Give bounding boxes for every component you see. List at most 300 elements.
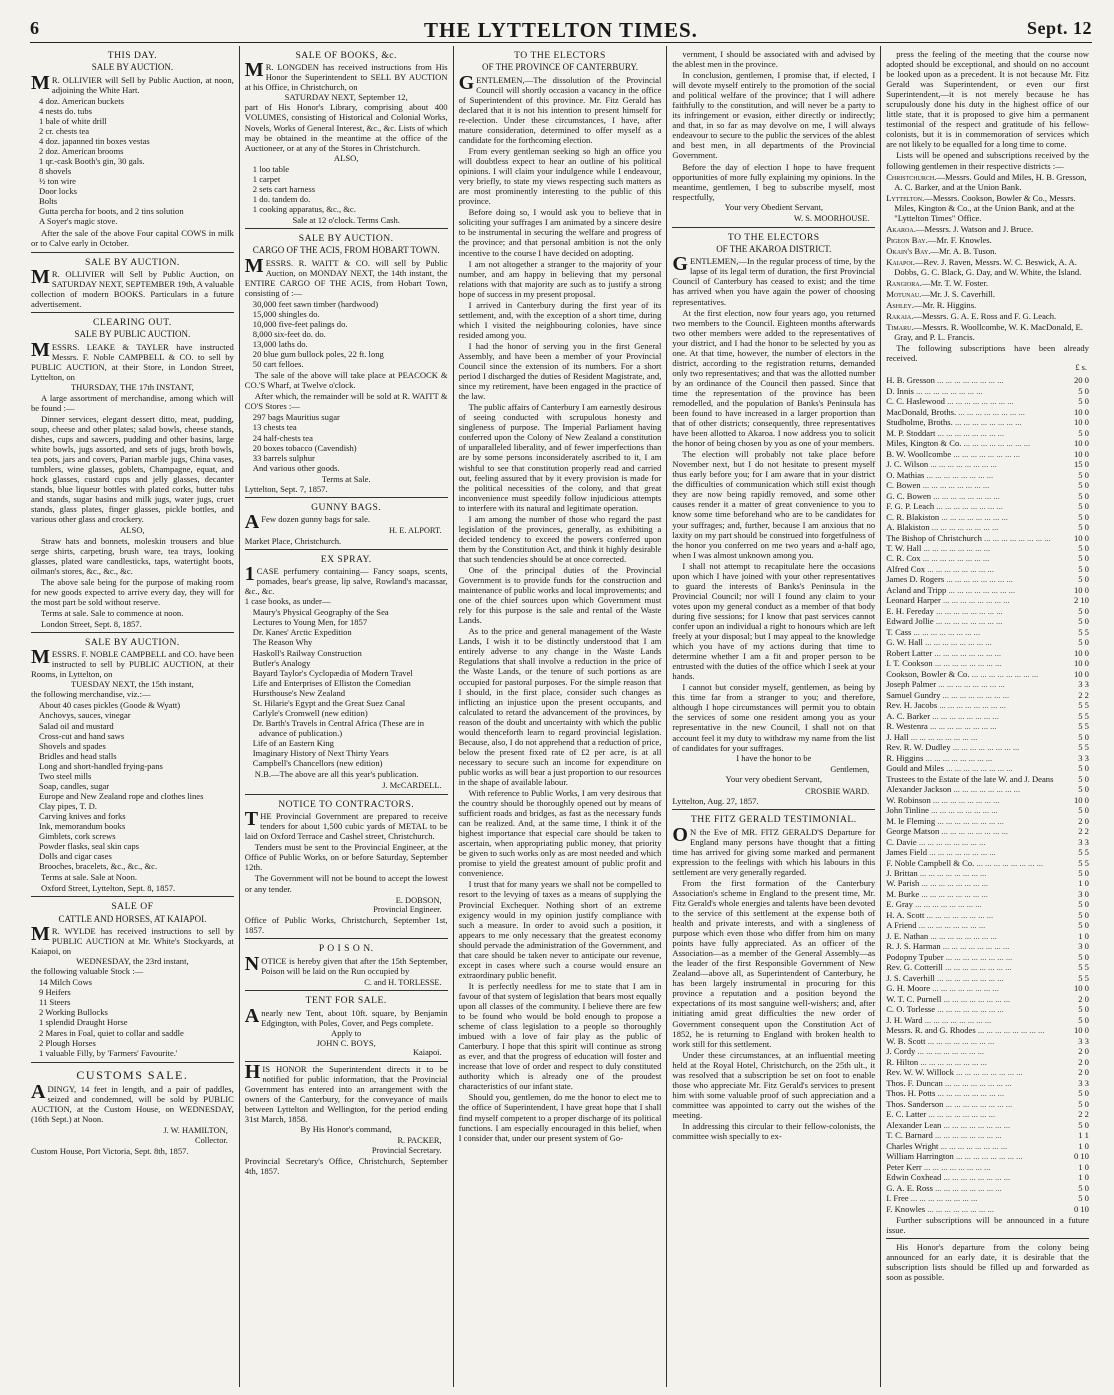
list-item: 4 doz. American buckets	[39, 95, 124, 106]
paragraph: I shall not attempt to recapitulate here the occasions upon which I have joined with your other representatives to guard the interests of Banks's Peninsula in the Provincial Council; nor will I found any claim to your votes upon my general conduct as a member of that body during five sessions; for I know that past services cannot confer upon an individual a right to honours which are left freely at your disposal; but I may appeal to the knowledge which you have of my actions during that time to determine whether I am a fit and proper person to be entrusted with the duties of the office which I seek at your hands.	[672, 560, 876, 682]
subscription-row	[886, 386, 1089, 396]
ad-body: Anearly new Tent, about 10ft. square, by Benjamin Edgington, with Poles, Cover, and Pegs complete.	[244, 1004, 448, 1028]
subscription-amount: 1 0	[1078, 1140, 1089, 1151]
subscription-amount: 5 0	[1078, 920, 1089, 931]
subscriber-name: Podopny Tpuber ... .	[886, 952, 1055, 962]
subscription-row	[886, 1172, 1089, 1182]
ad-cargo-acis	[245, 229, 448, 498]
ad-signature: H. E. ALPORT.	[388, 526, 442, 536]
agent-entry	[886, 193, 1089, 223]
agent-place: Timaru.	[886, 322, 914, 333]
subscriber-name: Rev. G. Cotterill ... .	[886, 962, 1055, 972]
ad-campbell-auction	[31, 633, 234, 897]
ad-heading: TO THE ELECTORS	[514, 50, 606, 61]
agent-names: —Messrs. G. A. E. Ross and F. G. Leach.	[913, 311, 1057, 322]
subscription-row	[886, 837, 1089, 847]
subscription-amount: 5 0	[1078, 469, 1089, 480]
subscription-row	[886, 438, 1089, 448]
subscriber-name: F. Noble Campbell & Co. ... .	[886, 858, 1055, 868]
paragraph: It is perfectly needless for me to state that I am in favour of that system of legislation that bears most equally upon all classes of the community. I believe there are few to be found who would be bold enough to propose a scheme of class legislation to a people so thoroughly imbued with a love of fair play as the public of Canterbury. I hope that this spirit will continue as strong as ever, and that the progress of education will foster and increase that love of order and respect to duly constituted authority which is already one of the proudest characteristics of our infant state.	[458, 980, 662, 1092]
list-item: A Soyer's magic stove.	[39, 216, 118, 227]
subscription-row	[886, 899, 1089, 909]
ad-also: ALSO,	[333, 152, 359, 163]
agent-place: Lyttelton.	[886, 192, 925, 203]
subscription-amount: 5 0	[1078, 784, 1089, 795]
ad-body: MR. LONGDEN has received instructions from His Honor the Superintendent to SELL BY AUCTION at his Office, in Christchurch, on	[244, 59, 448, 93]
ad-date: TUESDAY NEXT, the 15th instant,	[70, 679, 194, 690]
ad-text: Tenders must be sent to the Provincial Engineer, at the Office of Public Works, on or before Saturday, September 12th.	[244, 842, 448, 873]
agent-place: Okain's Bay.	[886, 245, 931, 256]
agent-entry	[886, 246, 1089, 256]
subscription-row	[886, 1046, 1089, 1056]
agent-names: —Mr. A. B. Tuson.	[930, 245, 997, 256]
subscriber-name: C. Bowen ... .	[886, 480, 1055, 490]
subscription-amount: 10 0	[1073, 417, 1089, 428]
subscription-amount: 15 0	[1073, 459, 1089, 470]
subscription-row	[886, 763, 1089, 773]
list-item: Lectures to Young Men, for 1857	[252, 617, 368, 628]
subscriber-name: M. Burke ... .	[886, 889, 1055, 899]
subscriber-name: E. H. Fereday ... .	[886, 606, 1055, 616]
paragraph: I am among the number of those who regard the past legislation of the provinces, generally, as exhibiting a decided tendency to exceed the powers conferred upon them by the Constitution Act, and think it highly desirable that such tendencies should be at once corrected.	[458, 513, 662, 564]
ad-signature: W. S. MOORHOUSE.	[793, 213, 870, 223]
ad-cattle-horses	[31, 897, 234, 1062]
subscription-row	[886, 784, 1089, 794]
subscriber-name: G. C. Bowen ... .	[886, 491, 1055, 501]
subscription-amount: 5 0	[1078, 490, 1089, 501]
subscriber-name: A. C. Barker ... .	[886, 711, 1055, 721]
paragraph: Before doing so, I would ask you to believe that in soliciting your suffrages I am animated by a sincere desire to be instrumental in securing the welfare and progress of the province; and that personal ambition is not the only incentive to the course I have decided on adopting.	[458, 207, 662, 258]
subscriber-name: Acland and Tripp ... .	[886, 585, 1055, 595]
subscription-row	[886, 417, 1089, 427]
ad-note: The sale of the above will take place at PEACOCK & CO.'S Wharf, at Twelve o'clock.	[244, 370, 448, 391]
subscription-row	[886, 1183, 1089, 1193]
address-electors-akaroa	[672, 228, 875, 811]
item-list	[253, 299, 448, 369]
subscription-amount: 5 0	[1078, 553, 1089, 564]
subscription-amount: 0 10	[1073, 1203, 1089, 1214]
subscription-row	[886, 826, 1089, 836]
list-item: 297 bags Mauritius sugar	[252, 412, 340, 423]
paragraph: I cannot but consider myself, gentlemen, as being by this time far from a stranger to you; and therefore, although I hope circumstances will permit you to obtain the services of some one resident among you as your representative in the new Council, I shall not on that account feel it my duty to withdraw my name from the list of candidates for your suffrages.	[672, 682, 876, 753]
ad-by-command: By His Honor's command,	[300, 1123, 392, 1134]
testimonial-paragraphs	[886, 49, 1089, 171]
paragraph: GENTLEMEN,—The dissolution of the Provincial Council will shortly occasion a vacancy in the office of Superintendent of this province. Mr. Fitz Gerald has declared that it is not his intention to present himself for re-election. Under these circumstances, I have, after mature consideration, determined to offer myself as a candidate for the forthcoming election.	[458, 71, 662, 146]
subscriber-name: Gould and Miles ... .	[886, 763, 1055, 773]
subscription-amount: 1 0	[1078, 1161, 1089, 1172]
list-item: Carving knives and forks	[39, 810, 126, 821]
subscriber-name: E. C. Latter ... .	[886, 1109, 1055, 1119]
subscription-row	[886, 700, 1089, 710]
subscriber-name: O. Mathias ... .	[886, 470, 1055, 480]
subscriber-name: H. B. Gresson ... .	[886, 375, 1055, 385]
paragraph: Under these circumstances, at an influential meeting held at the Royal Hotel, Christchurch, on the 25th ult., it was resolved that a subscription be set on foot to enable those who appreciate Mr. Fitz Gerald's services to present him with some valuable proof of such appreciation and a committee was appointed to carry out the wishes of the meeting.	[672, 1049, 876, 1120]
paragraph: Should you, gentlemen, do me the honor to elect me to the office of Superintendent, I have great hope that I shall find myself competent to a proper discharge of its political functions. I am especially encouraged in this belief, when I consider that, under our present system of Go-	[458, 1092, 662, 1143]
subscription-amount: 5 0	[1078, 385, 1089, 396]
subscription-amount: 5 0	[1078, 1182, 1089, 1193]
subscription-row	[886, 1162, 1089, 1172]
list-item: 2 Working Bullocks	[39, 1007, 108, 1018]
ad-subheading: CARGO OF THE ACIS, FROM HOBART TOWN.	[252, 245, 440, 256]
list-item: 15,000 shingles do.	[252, 308, 320, 319]
list-item: ½ ton wire	[39, 176, 76, 187]
subscription-amount: 5 0	[1078, 1004, 1089, 1015]
ad-body: MR. OLLIVIER will Sell by Public Auction, at noon, adjoining the White Hart.	[31, 71, 234, 95]
paragraph: The election will probably not take place before November next, but I do not hesitate to present myself thus early before you; for I am aware that in your district the difficulties of communication which still exist though they are now being rapidly removed, and some other causes render it a matter of great convenience to you to know some time beforehand who are to be candidates for your suffrages; and, further, because I am anxious that no laxity on my part should be construed into forgetfulness of the honor you conferred on me two years and a-half ago, when I was almost unknown among you.	[672, 449, 876, 560]
address-paragraphs	[672, 49, 875, 202]
subscription-amount: 3 3	[1078, 836, 1089, 847]
subscription-row	[886, 1004, 1089, 1014]
address-continued	[672, 46, 875, 228]
subscriber-name: H. A. Scott ... .	[886, 910, 1055, 920]
paragraph: Before the day of election I hope to have frequent opportunities of more fully explaining my opinions. In the meantime, gentlemen, I beg to subscribe myself, most respectfully,	[672, 161, 876, 202]
subscription-row	[886, 585, 1089, 595]
list-item: 14 Milch Cows	[39, 977, 92, 988]
list-item: About 40 cases pickles (Goode & Wyatt)	[39, 700, 181, 711]
paragraph: I trust that for many years we shall not be compelled to resort to the levying of taxes as a means of supplying the Provincial Exchequer. Nothing short of an extreme exigency would in my opinion justify compliance with such a measure. In order to avoid such a position, it appears to me only necessary that the greatest economy should pervade the administration of the Government, and that care should be taken never to anticipate our revenue, except in cases where such a course would ensure an extraordinary public benefit.	[458, 879, 662, 980]
subscription-amount: 2 0	[1078, 1056, 1089, 1067]
paragraph: I am not altogether a stranger to the majority of your number, and am happy in believing that my personal relations with that majority are such as to justify a strong hope of success in my present proposal.	[458, 258, 662, 299]
agent-entry	[886, 300, 1089, 310]
ad-subheading: CATTLE AND HORSES, AT KAIAPOI.	[58, 913, 207, 924]
paragraph: I arrived in Canterbury during the first year of its settlement, and, with the exception of a short time, during which I visited the neighbouring colonies, have since resided among you.	[458, 299, 662, 340]
ad-heading: SALE BY AUCTION.	[85, 256, 180, 268]
subscription-amount: 20 0	[1073, 375, 1089, 386]
subscriber-name: Thos. Sanderson ... .	[886, 1099, 1055, 1109]
further-note: Further subscriptions will be announced in a future issue.	[886, 1214, 1089, 1236]
subscription-row	[886, 480, 1089, 490]
ad-heading: THE FITZ GERALD TESTIMONIAL.	[690, 814, 857, 826]
ad-place: Market Place, Christchurch.	[244, 535, 342, 546]
subscription-row	[886, 627, 1089, 637]
subscription-row	[886, 795, 1089, 805]
subscription-row	[886, 1078, 1089, 1088]
agent-place: Ashley.	[886, 300, 914, 311]
subscription-amount: 2 0	[1078, 815, 1089, 826]
list-item: Brooches, bracelets, &c., &c., &c.	[39, 861, 158, 872]
subscription-row	[886, 1015, 1089, 1025]
ad-heading: SALE BY AUCTION.	[298, 232, 394, 244]
agent-place: Motunau.	[886, 289, 922, 300]
subscription-amount: 3 3	[1078, 679, 1089, 690]
subscriber-name: James D. Rogers ... .	[886, 574, 1055, 584]
subscription-amount: 1 1	[1078, 1130, 1089, 1141]
subscription-row	[886, 375, 1089, 385]
subscription-amount: 5 5	[1078, 721, 1089, 732]
subscription-row	[886, 910, 1089, 920]
subscriber-name: Studholme, Broths. ... .	[886, 417, 1055, 427]
list-item: 8,000 six-feet do. do.	[252, 329, 326, 340]
list-item: Salad oil and mustard	[39, 720, 114, 731]
subscription-amount: 5 0	[1078, 1119, 1089, 1130]
subscriber-name: Miles, Kington & Co. ... .	[886, 438, 1055, 448]
list-item: Shovels and spades	[39, 740, 106, 751]
subscriber-name: B. W. Woollcombe ... .	[886, 449, 1055, 459]
paragraph: vernment, I should be associated with and advised by the ablest men in the province.	[672, 49, 876, 70]
subscriber-name: J. H. Ward ... .	[886, 1015, 1055, 1025]
subscription-row	[886, 962, 1089, 972]
page-number: 6	[30, 18, 39, 38]
paragraph: GENTLEMEN,—In the regular process of time, by the lapse of its legal term of duration, the first Provincial Council of Canterbury has ceased to exist; and the time has arrived when you have again the power of choosing representatives.	[672, 253, 876, 307]
subscription-row	[886, 816, 1089, 826]
ad-body: MR. WYLDE has received instructions to sell by PUBLIC AUCTION at Mr. White's Stockyards, at Kaiapoi, on	[31, 923, 234, 957]
agent-entry	[886, 278, 1089, 288]
subscription-amount: 1 0	[1078, 878, 1089, 889]
ad-heading: SALE BY AUCTION.	[85, 636, 180, 648]
agent-place: Rakaia.	[886, 311, 914, 322]
subscriber-name: T. W. Hall ... .	[886, 543, 1055, 553]
subscriber-name: Joseph Palmer ... .	[886, 679, 1055, 689]
ad-heading: SALE OF BOOKS, &c.	[295, 50, 397, 61]
subscriber-name: The Bishop of Christchurch ... .	[886, 533, 1055, 543]
ad-signature-place: Kaiapoi.	[412, 1047, 442, 1057]
ad-text: The Government will not be bound to accept the lowest or any tender.	[244, 873, 448, 894]
list-item: 13,000 laths do.	[252, 339, 308, 350]
subscription-amount: 5 0	[1078, 868, 1089, 878]
subscription-row	[886, 1151, 1089, 1161]
ad-ex-spray	[245, 550, 448, 795]
address-paragraphs	[672, 253, 876, 753]
list-item: 11 Steers	[39, 997, 71, 1008]
address-close: Gentlemen,	[830, 764, 870, 774]
paragraph: Lists will be opened and subscriptions received by the following gentlemen in their respective districts :—	[886, 150, 1089, 171]
ad-customs-sale	[31, 1063, 234, 1159]
subscription-amount: 10 0	[1073, 1025, 1089, 1036]
subscriber-name: W. Robinson ... .	[886, 795, 1055, 805]
subscription-amount: 5 0	[1078, 637, 1089, 648]
ad-signature: J. McCARDELL.	[382, 781, 442, 791]
item-list	[253, 412, 448, 472]
subscriber-name: Rev. W. W. Willock ... .	[886, 1067, 1055, 1077]
subscription-amount: 1 0	[1078, 1172, 1089, 1183]
subscription-amount: 5 0	[1078, 805, 1089, 816]
ad-heading: CUSTOMS SALE.	[76, 1067, 189, 1082]
subscription-row	[886, 396, 1089, 406]
subscription-amount: 2 10	[1073, 595, 1089, 606]
subscriber-name: R. Hilton ... .	[886, 1057, 1055, 1067]
issue-date: Sept. 12	[1026, 18, 1092, 38]
item-list	[39, 977, 234, 1057]
notice-text: His Honor's departure from the colony being announced for an early date, it is desirable that the subscription lists should be filled up and forwarded as soon as possible.	[886, 1242, 1089, 1283]
paragraph: I had the honor of serving you in the first General Assembly, and have been a member of your Provincial Council since the extension of its numbers. For a short period I discharged the duties of Resident Magistrate, and, since my retirement, have been engaged in the practice of the law.	[458, 340, 662, 402]
ad-note: Sale at 12 o'clock. Terms Cash.	[292, 214, 400, 225]
subscription-row	[886, 868, 1089, 878]
subscription-row	[886, 753, 1089, 763]
ad-heading: NOTICE TO CONTRACTORS.	[278, 798, 415, 810]
ad-intro: the following merchandise, viz.:—	[31, 689, 151, 700]
agent-names: —Rev. J. Raven, Messrs. W. C. Beswick, A. A. Dobbs, G. C. Black, G. Day, and W. White, the Island.	[894, 256, 1082, 277]
ad-intro: the following valuable Stock :—	[31, 966, 144, 977]
subscription-row	[886, 732, 1089, 742]
list-item: Dolls and cigar cases	[39, 851, 112, 862]
subscriber-name: R. Westenra ... .	[886, 721, 1055, 731]
subscription-amount: 5 0	[1078, 763, 1089, 774]
subscription-amount: 3 3	[1078, 752, 1089, 763]
subscriber-name: I. T. Cookson ... .	[886, 658, 1055, 668]
subscription-amount: 2 2	[1078, 826, 1089, 837]
ad-note: N.B.—The above are all this year's publication.	[254, 769, 419, 780]
subscription-amount: 5 0	[1078, 396, 1089, 407]
subscription-row	[886, 491, 1089, 501]
subscription-amount: 2 0	[1078, 1067, 1089, 1078]
ad-this-day-auction	[31, 46, 234, 253]
subscription-row	[886, 637, 1089, 647]
list-item: Powder flasks, seal skin caps	[39, 841, 140, 852]
subscription-row	[886, 1057, 1089, 1067]
subscription-row	[886, 658, 1089, 668]
agent-names: —Messrs. Gould and Miles, H. B. Gresson, A. C. Barker, and at the Union Bank.	[894, 171, 1087, 192]
ad-text: part of His Honor's Library, comprising about 400 VOLUMES, consisting of Historical and Colonial Works, Novels, Works of General Interest, &c., &c. Lists of which may be obtained in the meantime at the office of the Auctioneer, or at any of the Stores in Christchurch.	[244, 102, 448, 153]
subscriber-name: J. Brittan ... .	[886, 868, 1055, 878]
list-item: 4 doz. japanned tin boxes vestas	[39, 136, 150, 147]
currency-header: £ s.	[1075, 363, 1087, 373]
subscription-row	[886, 543, 1089, 553]
list-item: 20 blue gum bullock poles, 22 ft. long	[252, 349, 384, 360]
subscriber-name: George Matson ... .	[886, 826, 1055, 836]
subscriber-name: C. R. Cox ... .	[886, 553, 1055, 563]
subscription-amount: 10 0	[1073, 532, 1089, 543]
subscription-amount: 3 0	[1078, 888, 1089, 899]
subscription-row	[886, 878, 1089, 888]
paragraph: ON the Eve of MR. FITZ GERALD'S Departure for England many persons have thought that a fitting time has arrived for giving some marked and permanent expression to the feelings with which his labours in this settlement are very generally regarded.	[672, 823, 876, 877]
ad-body: 1CASE perfumery containing— Fancy soaps, scents, pomades, bear's grease, lip salve, Rowland's macassar, &c., &c.	[244, 563, 448, 597]
subscription-row	[886, 1193, 1089, 1203]
subscription-amount: 5 0	[1078, 480, 1089, 491]
subscription-row	[886, 920, 1089, 930]
columns	[26, 46, 1094, 1387]
agent-entry	[886, 257, 1089, 277]
subscriber-name: Trustees to the Estate of the late W. and J. Deans ... .	[886, 774, 1055, 784]
testimonial-continued	[886, 46, 1089, 1239]
list-item: 20 boxes tobacco (Cavendish)	[252, 442, 357, 453]
subscription-row	[886, 1204, 1089, 1214]
fitzgerald-testimonial	[672, 810, 875, 1144]
list-item: Clay pipes, T. D.	[39, 800, 97, 811]
subscription-row	[886, 564, 1089, 574]
subscription-row	[886, 533, 1089, 543]
agent-entry	[886, 224, 1089, 234]
subscription-amount: 5 0	[1078, 501, 1089, 512]
ad-subheading: SALE BY PUBLIC AUCTION.	[74, 329, 191, 340]
subscription-amount: 2 0	[1078, 1046, 1089, 1057]
address-paragraphs	[458, 71, 662, 1143]
ad-signature: JOHN C. BOYS,	[316, 1037, 376, 1048]
column-1	[26, 46, 240, 1387]
ad-terms: Terms at sale. Sale to commence at noon.	[41, 607, 184, 618]
paragraph: press the feeling of the meeting that the course now adopted should be exceptional, and should on no account be looked upon as a precedent. It is not because Mr. Fitz Gerald was Superintendent, or even our first Superintendent,—it is not merely because he has scrupulously done his duty in the highest office of our little state, that it is proposed to give him a permanent testimonial of the respect and gratitude of his fellow-colonists, but it is in commemoration of services which are not likely to be equalled for a long time to come.	[886, 49, 1089, 150]
subscriber-name: Rev. H. Jacobs ... .	[886, 700, 1055, 710]
agent-names: —Messrs. Cookson, Bowler & Co., Messrs. Miles, Kington & Co., at the Union Bank, and at the "Lyttelton Times" Office.	[894, 192, 1076, 223]
ad-notice-to-contractors	[245, 795, 448, 939]
list-item: 24 half-chests tea	[252, 432, 313, 443]
departure-notice	[886, 1239, 1089, 1285]
subscription-amount: 5 0	[1078, 574, 1089, 585]
list-item: Anchovys, sauces, vinegar	[39, 710, 131, 721]
list-item: Dr. Barth's Travels in Central Africa (These are in advance of publication.)	[252, 717, 425, 738]
list-item: Dr. Kanes' Arctic Expedition	[252, 627, 352, 638]
subscriber-name: Alexander Lean ... .	[886, 1120, 1055, 1130]
subscriber-name: I. Free ... .	[886, 1193, 1055, 1203]
ad-terms: Terms at sale. Sale at Noon.	[41, 872, 138, 883]
subscription-amount: 10 0	[1073, 983, 1089, 994]
agent-names: —Mr. F. Knowles.	[927, 234, 992, 245]
subscription-amount: 3 3	[1078, 1035, 1089, 1046]
list-item: 50 cart felloes.	[252, 359, 304, 370]
subscription-row	[886, 428, 1089, 438]
subscription-row	[886, 449, 1089, 459]
paragraph: With reference to Public Works, I am very desirous that the country should be thoroughly opened out by means of sufficient roads and bridges, as fast as the necessary funds can be realized. And, at the same time, I think it of the highest importance that especial care should be taken to ascertain, when appropriating public money, that priority be given to such works only as are most needed and which promise to yield the greatest amount of public profit and convenience.	[458, 788, 662, 879]
subscriber-name: Edwin Coxhead ... .	[886, 1172, 1055, 1182]
column-3	[454, 46, 668, 1387]
subscriber-name: D. Innis ... .	[886, 386, 1055, 396]
subscription-row	[886, 595, 1089, 605]
subscription-amount: 5 5	[1078, 742, 1089, 753]
subscription-amount: 0 10	[1073, 1151, 1089, 1162]
subscriber-name: R. Higgins ... .	[886, 753, 1055, 763]
paragraph: At the first election, now four years ago, you returned two members to the Council. Eighteen months afterwards two other members were added to the representatives of your district, and I had the honor to be selected by you as one. At that time, however, the number of electors in the district, according to the registration returns, demanded only two representatives; and that was the allotted number by an ordinance of the Council then passed. Since that time the representation of the province has been remodelled, and the population of Banks's Peninsula has been found to have increased in a larger proportion than that of other districts; consequently, three representatives have been allotted to Akaroa. I now address you to solicit the honor of being chosen by you as one of your members.	[672, 307, 876, 449]
subscription-row	[886, 470, 1089, 480]
subscription-amount: 5 0	[1078, 1193, 1089, 1204]
subscription-row	[886, 553, 1089, 563]
ad-place: Oxford Street, Lyttelton, Sept. 8, 1857.	[41, 883, 176, 894]
subscriber-name: T. Cass ... .	[886, 627, 1055, 637]
subscription-amount: 5 0	[1078, 427, 1089, 438]
subscription-row	[886, 1130, 1089, 1140]
subscription-row	[886, 774, 1089, 784]
subscriber-name: James Field ... .	[886, 847, 1055, 857]
ad-body: MESSRS. LEAKE & TAYLER have instructed Messrs. F. Noble CAMPBELL & CO. to sell by PUBLIC AUCTION, at their Store, in London Street, Lyttelton, on	[31, 338, 234, 382]
list-item: 1 qr.-cask Booth's gin, 30 gals.	[39, 156, 145, 167]
list-item: 2 Mares in Foal, quiet to collar and saddle	[39, 1027, 184, 1038]
ad-body: MESSRS. R. WAITT & CO. will sell by Public Auction, on MONDAY NEXT, the 14th instant, the ENTIRE CARGO OF THE ACIS, from Hobart Town, consisting of :—	[244, 254, 448, 298]
ad-also: ALSO,	[120, 524, 145, 535]
ad-body: ADINGY, 14 feet in length, and a pair of paddles, seized and condemned, will be sold by PUBLIC AUCTION, at the Custom House, on WEDNESDAY, (16th Sept.) at Noon.	[31, 1080, 234, 1124]
ad-body: MESSRS. F. NOBLE CAMPBELL and CO. have been instructed to sell by PUBLIC AUCTION, at their Rooms, in Lyttelton, on	[31, 646, 234, 680]
subscriber-name: A. Blakiston ... .	[886, 522, 1055, 532]
list-item: Cross-cut and hand saws	[39, 730, 125, 741]
list-item: 2 sets cart harness	[252, 183, 316, 194]
list-item: Bolts	[39, 196, 58, 207]
subscription-row	[886, 952, 1089, 962]
subscription-amount: 5 0	[1078, 773, 1089, 784]
list-item: Haskoll's Railway Construction	[252, 647, 362, 658]
subscriber-name: J. S. Caverhill ... .	[886, 973, 1055, 983]
list-item: St. Hilarie's Egypt and the Great Suez Canal	[252, 697, 406, 708]
subscriber-name: F. Knowles ... .	[886, 1204, 1055, 1214]
subscriber-name: M. le Fleming ... .	[886, 816, 1055, 826]
ad-text: Dinner services, elegant dessert ditto, meat, pudding, soup, cheese and other plates; salad bowls, cheese stands, dishes, cups and sawcers, pudding and other basins, large white bowls, jugs assorted, and sets of jugs, broth bowls, tea pots, jars and covers, Parian marble jugs, China vases, tumblers, wine glasses, goblets, Champagne, equat, and hock glasses, custard cups and jelly glasses, decanter stands, blue liqueur bottles with plated corks, butter tubs and stands, sugar basins and milk jugs, water jugs, cruet stands, glass plates, finger glasses, pickle bottles, and various other glass and crockery.	[31, 414, 234, 525]
subscription-amount: 5 5	[1078, 847, 1089, 858]
ad-heading: TO THE ELECTORS	[727, 231, 820, 243]
column-5	[881, 46, 1094, 1387]
paragraph: In conclusion, gentlemen, I promise that, if elected, I will devote myself entirely to the promotion of the social and political welfare of the province; that I will adhere faithfully to the constitution, and will never be a party to its infringement or evasion, either directly or indirectly; and that, in so far as may devolve on me, I will always endeavour to secure to the public the services of the ablest and best men, in all departments of the Provincial Government.	[672, 70, 876, 161]
subscription-row	[886, 1141, 1089, 1151]
list-item: Life and Enterprises of Elliston the Comedian	[252, 677, 411, 688]
item-list	[39, 700, 234, 871]
subscriber-name: C. C. Haslewood ... .	[886, 396, 1055, 406]
subscription-amount: 3 0	[1078, 941, 1089, 952]
subscription-amount: 10 0	[1073, 406, 1089, 417]
list-item: Bayard Taylor's Cyclopædia of Modern Travel	[252, 667, 413, 678]
ad-text: After which, the remainder will be sold at R. WAITT & CO'S Stores :—	[244, 391, 448, 412]
list-item: 1 bale of white drill	[39, 115, 107, 126]
paragraph: As to the price and general management of the Waste Lands, I wish it to be distinctly understood that I am entirely adverse to any change in the Waste Lands Regulations that shall involve a reduction in the price of the Waste Lands, or the tenure of such portions as are occupied for pastoral purposes. For the simple reason that I should, in the first place, consider such changes as inflicting an injustice upon the present occupants, and calculated to retard the advancement of the provinces, by reason of the doubt and uncertainty with which the public would thenceforth learn to regard provincial legislation. Because, also, I do not apprehend that a reduction of price, below the present fixed rate of £2 per acre, is at all necessary to secure such an income for expenditure on public works as will bear a just proportion to our resources in the shape of available labour.	[458, 626, 662, 787]
ad-signature-title: Provincial Engineer.	[373, 905, 442, 915]
subscription-list	[886, 375, 1089, 1214]
subscription-amount: 5 5	[1078, 710, 1089, 721]
list-item: Carlyle's Cromwell (new edition)	[252, 707, 368, 718]
subscription-row	[886, 1088, 1089, 1098]
